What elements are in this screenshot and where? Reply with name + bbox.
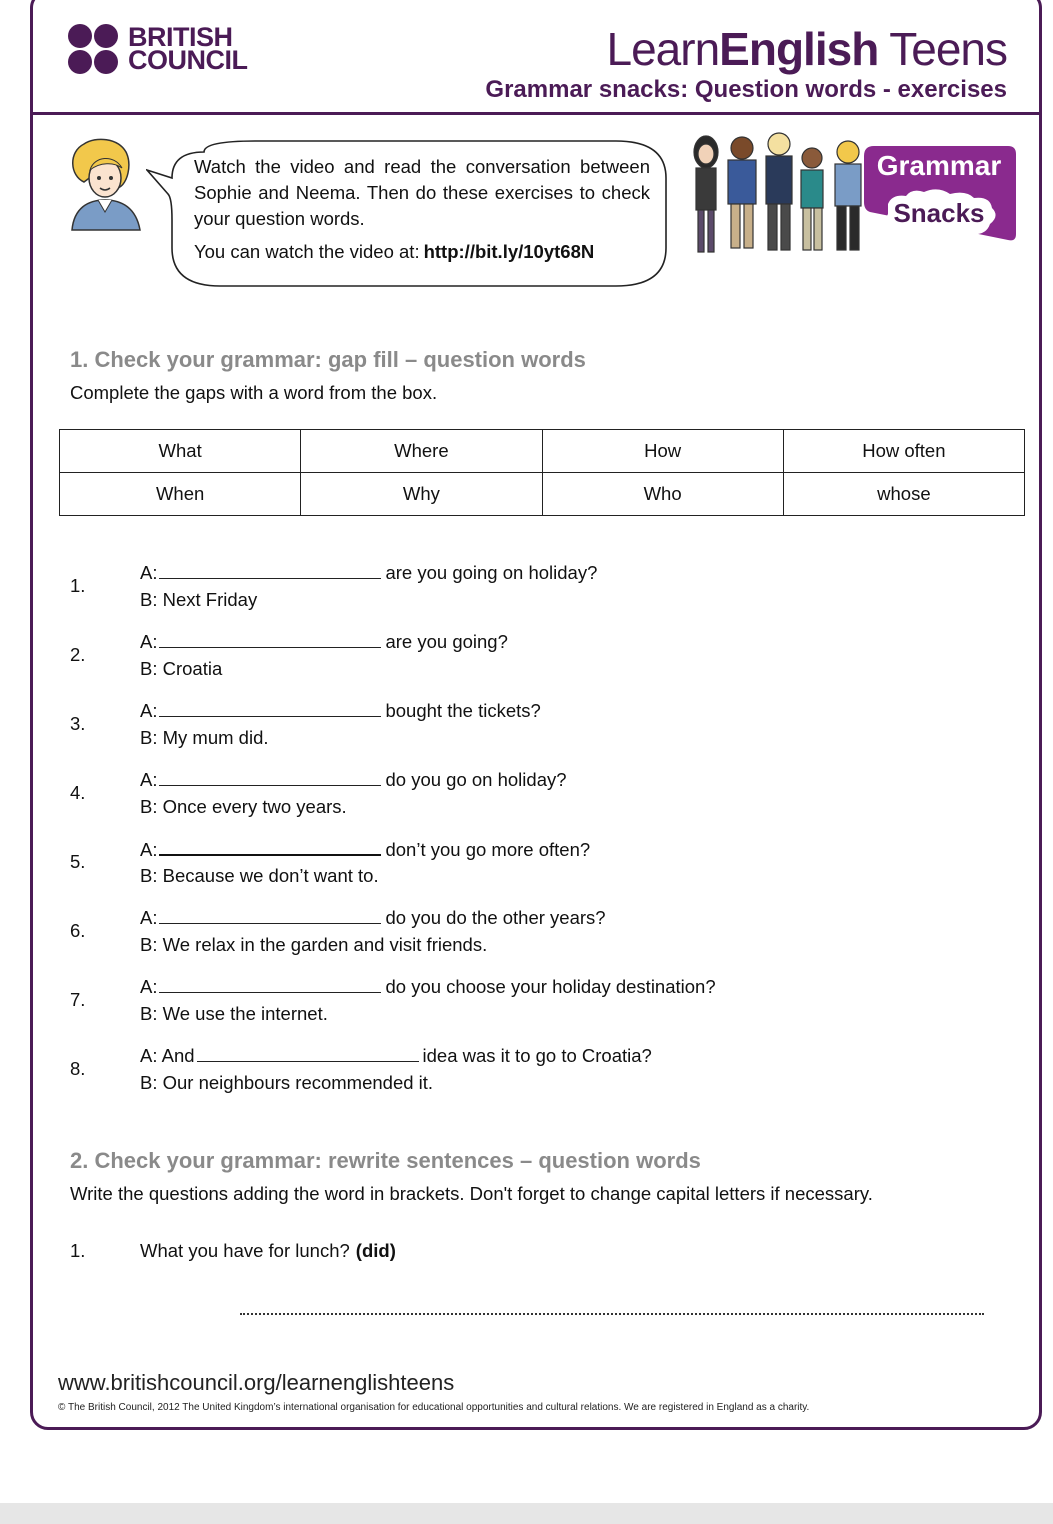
question-item: 4. A: do you go on holiday? B: Once every two years. <box>70 769 567 817</box>
header-divider <box>31 112 1041 115</box>
answer-blank[interactable] <box>159 907 381 924</box>
question-item: 2. A: are you going? B: Croatia <box>70 631 508 679</box>
sophie-character-icon <box>66 138 146 232</box>
badge-snacks-label: Snacks <box>893 198 985 228</box>
question-item: 6. A: do you do the other years? B: We relax in the garden and visit friends. <box>70 907 606 955</box>
answer-blank[interactable] <box>159 769 381 786</box>
answer-dotted-line[interactable] <box>240 1313 984 1315</box>
word-box <box>59 429 1025 516</box>
copyright-notice: © The British Council, 2012 The United Kingdom’s international organisation for educational opportunities and cultural relations. We are registered in England as a charity. <box>58 1402 810 1413</box>
question-item: 1. A: are you going on holiday? B: Next Friday <box>70 562 598 610</box>
teen-characters-illustration <box>684 128 870 260</box>
footer-url[interactable]: www.britishcouncil.org/learnenglishteens <box>58 1370 455 1395</box>
word-box-cell: When <box>60 473 301 516</box>
word-box-cell: How often <box>783 430 1024 473</box>
intro-text: Watch the video and read the conversation between Sophie and Neema. Then do these exercises to check your question words. <box>194 156 650 229</box>
question-item: 8. A: And idea was it to go to Croatia? B: Our neighbours recommended it. <box>70 1045 652 1093</box>
section-1-instruction: Complete the gaps with a word from the box. <box>70 382 438 403</box>
word-box-row <box>60 473 1025 516</box>
question-item: 5. A: don’t you go more often? B: Because we don’t want to. <box>70 839 591 886</box>
badge-grammar-label: Grammar <box>876 150 1002 181</box>
learnenglish-teens-logo: LearnEnglish Teens <box>606 23 1007 75</box>
word-box-cell: Who <box>542 473 783 516</box>
section-1-title: 1. Check your grammar: gap fill – question words <box>70 347 586 372</box>
answer-blank[interactable] <box>159 631 381 648</box>
word-box-row <box>60 430 1025 473</box>
video-link-line: You can watch the video at: http://bit.ly/10yt68N <box>194 241 595 262</box>
word-box-cell: Where <box>301 430 542 473</box>
video-link[interactable]: http://bit.ly/10yt68N <box>423 241 595 262</box>
british-council-dots-icon <box>68 24 118 74</box>
answer-blank[interactable] <box>159 838 381 856</box>
bottom-band <box>0 1503 1053 1524</box>
answer-blank[interactable] <box>197 1045 419 1062</box>
british-council-wordmark: BRITISH COUNCIL <box>128 22 248 75</box>
section-2-instruction: Write the questions adding the word in brackets. Don't forget to change capital letters if necessary. <box>70 1183 873 1204</box>
word-box-cell: What <box>60 430 301 473</box>
answer-blank[interactable] <box>159 976 381 993</box>
question-item: 7. A: do you choose your holiday destination? B: We use the internet. <box>70 976 716 1024</box>
word-box-cell: Why <box>301 473 542 516</box>
section-2-title: 2. Check your grammar: rewrite sentences – question words <box>70 1148 701 1173</box>
word-box-cell: How <box>542 430 783 473</box>
answer-blank[interactable] <box>159 562 381 579</box>
british-council-logo <box>68 24 248 74</box>
rewrite-item: 1. What you have for lunch? (did) <box>70 1240 396 1261</box>
word-box-cell: whose <box>783 473 1024 516</box>
page-title: Grammar snacks: Question words - exercises <box>485 76 1007 103</box>
answer-blank[interactable] <box>159 700 381 717</box>
question-item: 3. A: bought the tickets? B: My mum did. <box>70 700 541 748</box>
